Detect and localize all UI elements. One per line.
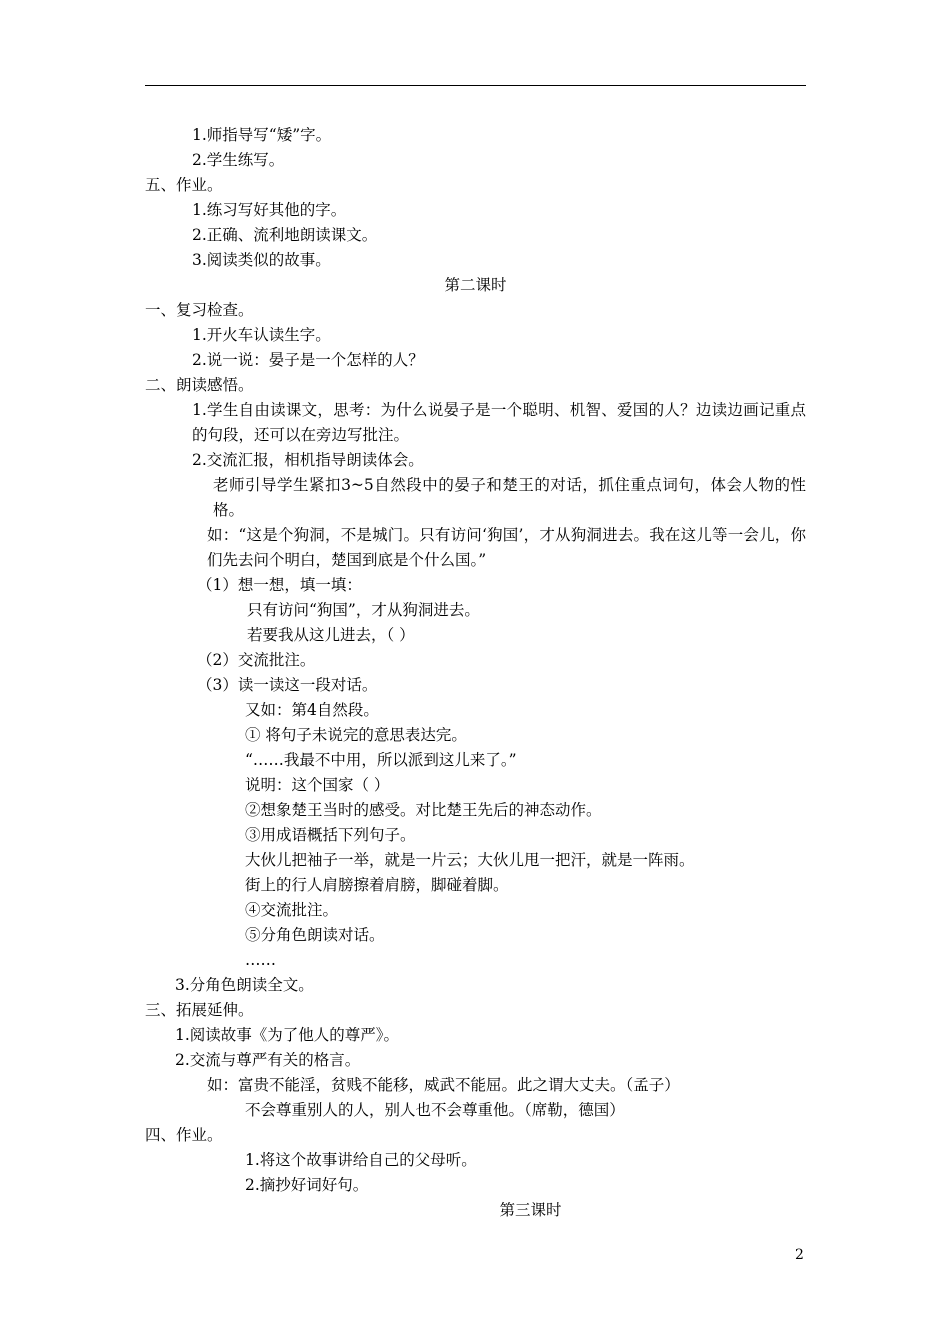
text-line: 2.交流与尊严有关的格言。 [175, 1051, 361, 1069]
text-line: 只有访问“狗国”，才从狗洞进去。 [247, 601, 480, 619]
text-line: 3.阅读类似的故事。 [192, 251, 331, 269]
text-line: 2.交流汇报，相机指导朗读体会。 [192, 451, 424, 469]
text-line: 1.阅读故事《为了他人的尊严》。 [175, 1026, 400, 1044]
text-line: 1.师指导写“矮”字。 [192, 126, 332, 144]
text-line: ③用成语概括下列句子。 [245, 826, 416, 844]
text-line: 1.学生自由读课文，思考：为什么说晏子是一个聪明、机智、爱国的人？边读边画记重点的句段，还可以在旁边写批注。 [192, 401, 806, 444]
text-line: （3）读一读这一段对话。 [197, 676, 378, 694]
text-line: 1.开火车认读生字。 [192, 326, 331, 344]
header-rule [145, 85, 806, 86]
text-line: 2.正确、流利地朗读课文。 [192, 226, 378, 244]
text-line: 第三课时 [499, 1201, 562, 1219]
text-line: 二、朗读感悟。 [145, 376, 254, 394]
text-line: 不会尊重别人的人，别人也不会尊重他。（席勒，德国） [245, 1101, 625, 1119]
text-line: 1.将这个故事讲给自己的父母听。 [245, 1151, 477, 1169]
text-line: 2.学生练写。 [192, 151, 285, 169]
text-line: （2）交流批注。 [197, 651, 316, 669]
text-line: 如：“这是个狗洞，不是城门。只有访问‘狗国’，才从狗洞进去。我在这儿等一会儿，你们先去问个明白，楚国到底是个什么国。” [207, 526, 806, 569]
text-line: 若要我从这儿进去，（ ） [247, 626, 415, 644]
text-line: 四、作业。 [145, 1126, 223, 1144]
text-line: 说明：这个国家（ ） [245, 776, 390, 794]
text-line: 大伙儿把袖子一举，就是一片云；大伙儿甩一把汗，就是一阵雨。 [245, 851, 695, 869]
text-line: 第二课时 [444, 276, 507, 294]
text-line: 三、拓展延伸。 [145, 1001, 254, 1019]
text-line: 2.摘抄好词好句。 [245, 1176, 369, 1194]
text-line: 五、作业。 [145, 176, 223, 194]
text-line: 2.说一说：晏子是一个怎样的人？ [192, 351, 424, 369]
text-line: 街上的行人肩膀擦着肩膀，脚碰着脚。 [245, 876, 509, 894]
text-line: 如：富贵不能淫，贫贱不能移，威武不能屈。此之谓大丈夫。（孟子） [207, 1076, 680, 1094]
document-body [145, 123, 806, 1223]
text-line: 一、复习检查。 [145, 301, 254, 319]
text-line: ⑤分角色朗读对话。 [245, 926, 385, 944]
page-number: 2 [795, 1247, 804, 1263]
text-line: 3.分角色朗读全文。 [175, 976, 314, 994]
text-line: ②想象楚王当时的感受。对比楚王先后的神态动作。 [245, 801, 602, 819]
text-line: 1.练习写好其他的字。 [192, 201, 347, 219]
text-line: （1）想一想，填一填： [197, 576, 362, 594]
text-line: 又如：第4自然段。 [245, 701, 379, 719]
text-line: …… [245, 951, 276, 969]
text-line: ① 将句子未说完的意思表达完。 [245, 726, 467, 744]
text-line: “……我最不中用，所以派到这儿来了。” [245, 751, 517, 769]
text-line: ④交流批注。 [245, 901, 339, 919]
text-line: 老师引导学生紧扣3~5自然段中的晏子和楚王的对话，抓住重点词句，体会人物的性格。 [213, 476, 806, 519]
